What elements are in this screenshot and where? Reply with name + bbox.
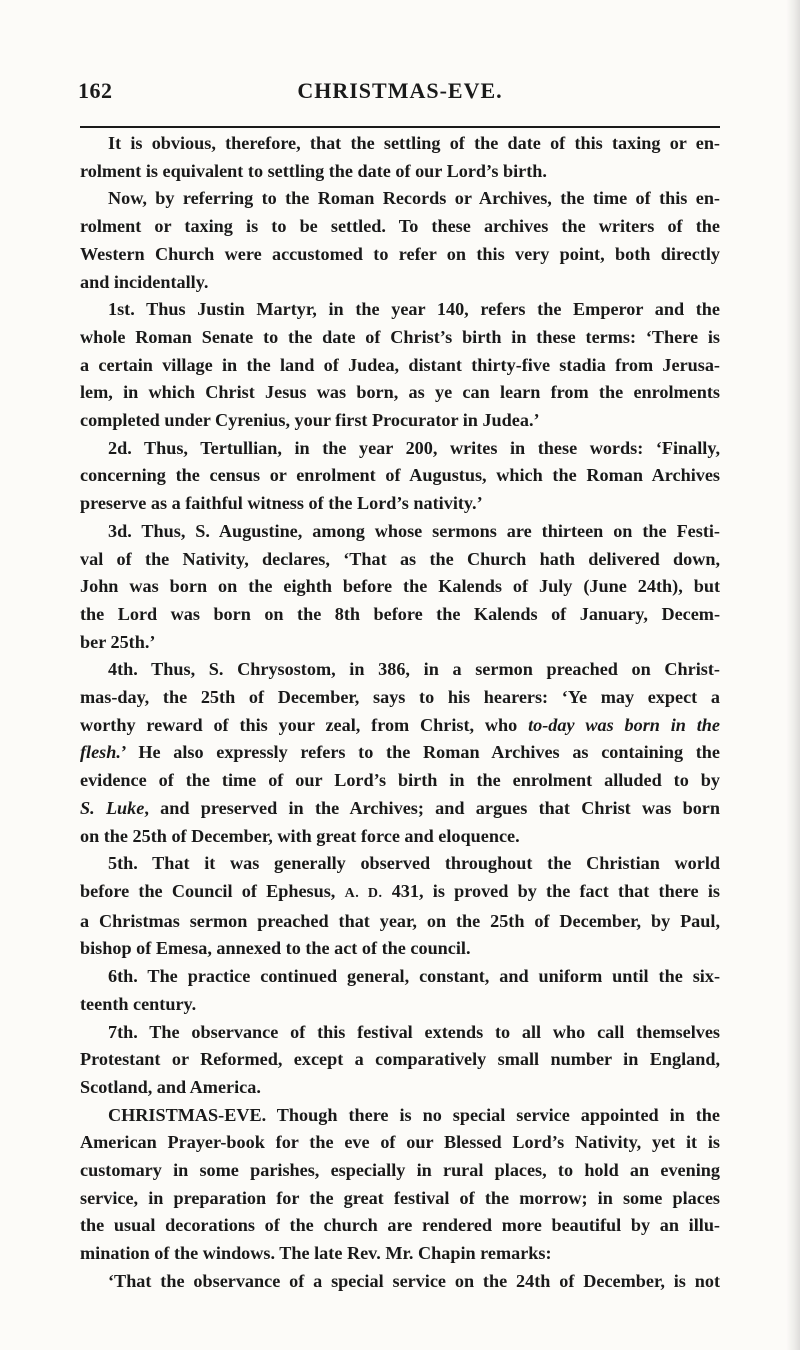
- text-run: mination of the windows. The late Rev. Mr. Chapin remarks:: [80, 1243, 552, 1264]
- text-run: 4th. Thus, S. Chrysostom, in 386, in a sermon preached on Christ-: [108, 659, 720, 680]
- text-line: [80, 324, 720, 352]
- text-line: [80, 908, 720, 936]
- text-run: bishop of Emesa, annexed to the act of the council.: [80, 938, 471, 959]
- text-line: [80, 158, 720, 186]
- text-run: on the 25th of December, with great force and eloquence.: [80, 825, 520, 846]
- text-line: [80, 850, 720, 878]
- text-run: 3d. Thus, S. Augustine, among whose sermons are thirteen on the Festi-: [108, 520, 720, 541]
- text-line: [80, 1102, 720, 1130]
- text-line: [80, 269, 720, 297]
- paragraph: [80, 850, 720, 963]
- text-run: rolment or taxing is to be settled. To these archives the writers of the: [80, 216, 720, 237]
- text-line: [80, 462, 720, 490]
- text-run: 5th. That it was generally observed throughout the Christian world: [108, 853, 720, 874]
- text-line: [80, 352, 720, 380]
- text-run: ‘That the observance of a special service on the 24th of December, is not: [108, 1270, 720, 1291]
- text-line: [80, 130, 720, 158]
- text-line: [80, 1212, 720, 1240]
- text-run: val of the Nativity, declares, ‘That as the Church hath delivered down,: [80, 548, 720, 569]
- text-run: the usual decorations of the church are rendered more beautiful by an illu-: [80, 1215, 720, 1236]
- text-line: [80, 712, 720, 740]
- italic-text: S. Luke: [80, 797, 145, 818]
- text-run: ber 25th.’: [80, 631, 156, 652]
- text-run: completed under Cyrenius, your first Procurator in Judea.’: [80, 410, 540, 431]
- text-line: [80, 823, 720, 851]
- text-run: the Lord was born on the 8th before the Kalends of January, Decem-: [80, 603, 720, 624]
- text-line: [80, 1268, 720, 1296]
- text-line: [80, 767, 720, 795]
- text-run: 6th. The practice continued general, constant, and uniform until the six-: [108, 966, 720, 987]
- text-run: It is obvious, therefore, that the settling of the date of this taxing or en-: [108, 133, 720, 153]
- text-run: worthy reward of this your zeal, from Christ, who: [80, 714, 529, 735]
- text-line: [80, 1019, 720, 1047]
- header-rule: [80, 126, 720, 128]
- text-line: [80, 935, 720, 963]
- text-run: Scotland, and America.: [80, 1076, 261, 1097]
- text-line: [80, 379, 720, 407]
- text-run: concerning the census or enrolment of Augustus, which the Roman Archives: [80, 465, 720, 486]
- paragraph: [80, 185, 720, 296]
- running-title: CHRISTMAS-EVE.: [297, 78, 503, 103]
- text-line: [80, 1129, 720, 1157]
- text-run: rolment is equivalent to settling the date of our Lord’s birth.: [80, 160, 547, 181]
- text-run: 2d. Thus, Tertullian, in the year 200, writes in these words: ‘Finally,: [108, 437, 720, 458]
- text-run: a Christmas sermon preached that year, on the 25th of December, by Paul,: [80, 910, 720, 931]
- text-run: American Prayer-book for the eve of our Blessed Lord’s Nativity, yet it is: [80, 1132, 720, 1153]
- text-line: [80, 213, 720, 241]
- text-line: [80, 739, 720, 767]
- text-line: [80, 963, 720, 991]
- italic-text: to-day was born in the: [528, 714, 720, 735]
- text-line: [80, 684, 720, 712]
- text-run: evidence of the time of our Lord’s birth in the enrolment alluded to by: [80, 770, 720, 791]
- text-run: before the Council of Ephesus,: [80, 880, 345, 901]
- text-line: [80, 1157, 720, 1185]
- text-run: preserve as a faithful witness of the Lord’s nativity.’: [80, 493, 483, 514]
- text-line: [80, 601, 720, 629]
- text-run: CHRISTMAS-EVE. Though there is no special service appointed in the: [108, 1104, 720, 1125]
- text-line: [80, 1185, 720, 1213]
- text-run: Now, by referring to the Roman Records or Archives, the time of this en-: [108, 188, 720, 209]
- body-text: [80, 130, 720, 1296]
- text-line: [80, 573, 720, 601]
- paragraph: [80, 1102, 720, 1268]
- text-line: [80, 185, 720, 213]
- paragraph: [80, 963, 720, 1018]
- text-line: [80, 878, 720, 908]
- text-line: [80, 241, 720, 269]
- text-line: [80, 546, 720, 574]
- paragraph: [80, 130, 720, 185]
- paragraph: [80, 518, 720, 657]
- page-number: 162: [78, 78, 113, 103]
- paragraph: [80, 296, 720, 435]
- text-line: [80, 1074, 720, 1102]
- text-line: [80, 518, 720, 546]
- small-caps-text: A. D.: [344, 885, 383, 901]
- text-line: [80, 656, 720, 684]
- text-run: customary in some parishes, especially in rural places, to hold an evening: [80, 1160, 720, 1181]
- text-line: [80, 407, 720, 435]
- text-run: lem, in which Christ Jesus was born, as ye can learn from the enrolments: [80, 382, 720, 403]
- text-run: whole Roman Senate to the date of Christ’s birth in these terms: ‘There is: [80, 326, 720, 347]
- text-run: a certain village in the land of Judea, distant thirty-five stadia from Jerusa-: [80, 354, 720, 375]
- text-run: mas-day, the 25th of December, says to his hearers: ‘Ye may expect a: [80, 687, 720, 708]
- text-run: ’ He also expressly refers to the Roman Archives as containing the: [120, 742, 720, 763]
- text-line: [80, 490, 720, 518]
- text-run: 7th. The observance of this festival extends to all who call themselves: [108, 1021, 720, 1042]
- text-run: Protestant or Reformed, except a comparatively small number in England,: [80, 1049, 720, 1070]
- text-run: 1st. Thus Justin Martyr, in the year 140, refers the Emperor and the: [108, 299, 720, 320]
- italic-text: flesh.: [80, 742, 121, 763]
- text-run: John was born on the eighth before the Kalends of July (June 24th), but: [80, 576, 720, 597]
- text-run: Western Church were accustomed to refer on this very point, both directly: [80, 243, 720, 264]
- text-run: , and preserved in the Archives; and argues that Christ was born: [144, 797, 720, 818]
- text-line: [80, 629, 720, 657]
- page-edge-shadow: [786, 0, 800, 1350]
- text-run: teenth century.: [80, 993, 197, 1014]
- text-run: and incidentally.: [80, 271, 209, 292]
- text-line: [80, 1046, 720, 1074]
- text-line: [80, 1240, 720, 1268]
- paragraph: [80, 1019, 720, 1102]
- paragraph: [80, 435, 720, 518]
- text-line: [80, 435, 720, 463]
- paragraph: [80, 656, 720, 850]
- text-line: [80, 296, 720, 324]
- text-run: 431, is proved by the fact that there is: [382, 880, 720, 901]
- paragraph: [80, 1268, 720, 1296]
- text-line: [80, 991, 720, 1019]
- text-line: [80, 795, 720, 823]
- text-run: service, in preparation for the great festival of the morrow; in some places: [80, 1187, 720, 1208]
